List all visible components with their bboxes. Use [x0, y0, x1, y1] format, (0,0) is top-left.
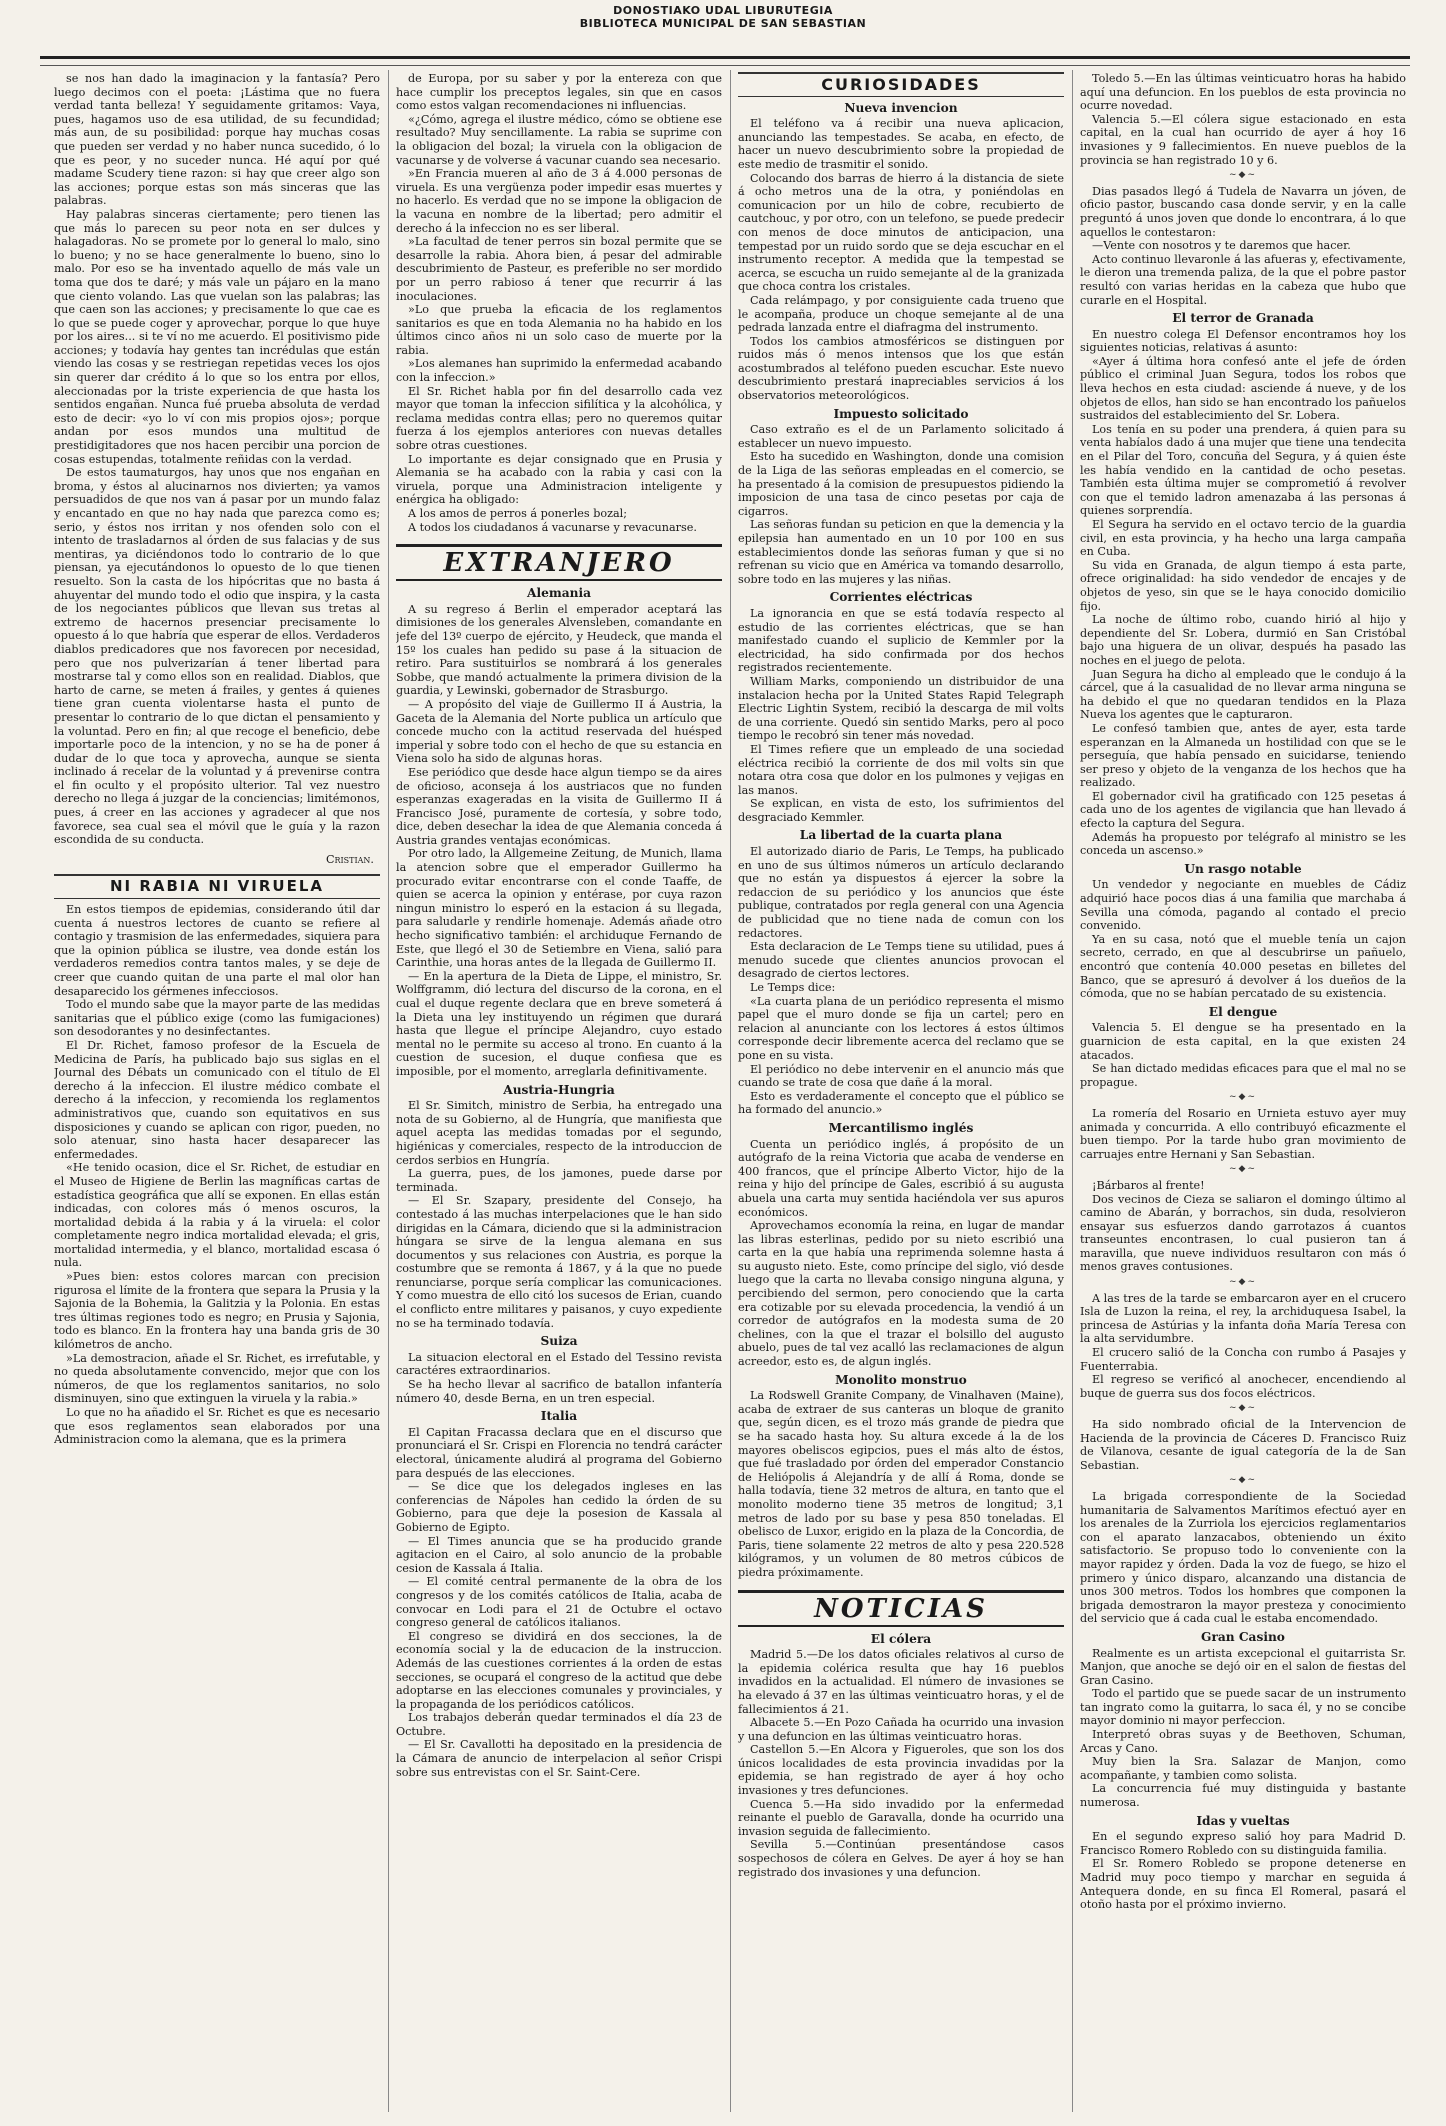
subheading-casino: Gran Casino [1201, 1629, 1285, 1644]
paragraph: — El comité central permanente de la obra de los congresos y de los comités católicos de Italia, acaba de convocar en Lodi para el 21 de Octubre el octavo congreso general de católicos italianos. [396, 1575, 722, 1630]
paragraph: Cada relámpago, y por consiguiente cada trueno que le acompaña, produce un choque semejante al de una pedrada lanzada entre el diafragma del instrumento. [738, 293, 1064, 335]
paragraph: Se han dictado medidas eficaces para que el mal no se propague. [1080, 1062, 1406, 1089]
paragraph: La situacion electoral en el Estado del Tessino revista caractéres extraordinarios. [396, 1350, 722, 1378]
paragraph: Por otro lado, la Allgemeine Zeitung, de Munich, llama la atencion sobre que el emperador Guillermo ha procurado evitar encontrarse con el conde Taaffe, de quien se acerca la opinion y entérase, por cuya razon ningun ministro lo esperó en la estacion á su llegada, para saludarle y rendirle homenaje. Además añade otro hecho significativo también: el archiduque Fernando de Este, que llegó el 30 de Setiembre en Viena, salió para Carinthie, una horas antes de la llegada de Guillermo II. [396, 847, 722, 970]
paragraph: Toledo 5.—En las últimas veinticuatro horas ha habido aquí una defuncion. En los pueblos de esta provincia no ocurre novedad. [1080, 72, 1406, 113]
paragraph: El Sr. Romero Robledo se propone detenerse en Madrid muy poco tiempo y marchar en seguida á Antequera donde, en su finca El Romeral, pasará el otoño hasta por el próximo invierno. [1080, 1857, 1406, 1912]
column-3 [738, 72, 1064, 2112]
paragraph: Le confesó tambien que, antes de ayer, esta tarde esperanzan en la Almaneda un hostilidad con que se le perseguía, que había pensado en suicidarse, teniendo ser preso y objeto de la venganza de los hechos que ha realizado. [1080, 721, 1406, 790]
paragraph: Dias pasados llegó á Tudela de Navarra un jóven, de oficio pastor, buscando casa donde servir, y en la calle preguntó á unos joven que donde lo encontrara, á lo que aquellos le contestaron: [1080, 184, 1406, 239]
paragraph: Albacete 5.—En Pozo Cañada ha ocurrido una invasion y una defuncion en las últimas veinticuatro horas. [738, 1716, 1064, 1743]
paragraph: Su vida en Granada, de algun tiempo á esta parte, ofrece originalidad: ha sido vendedor de encajes y de objetos de yeso, sin que se le haya conocido domicilio fijo. [1080, 558, 1406, 613]
column-divider [730, 70, 731, 2112]
paragraph: A su regreso á Berlin el emperador aceptará las dimisiones de los generales Alvensleben, comandante en jefe del 13º cuerpo de ejército, y Heudeck, que manda el 15º los cuales han pedido su pase á la situacion de retiro. Para sustituirlos se nombrará á los generales Sobbe, que mandó actualmente la primera division de la guardia, y Lewinski, gobernador de Strasburgo. [396, 602, 722, 698]
paragraph: Los tenía en su poder una prendera, á quien para su venta habíalos dado á una mujer que tiene una tendecita en el Pilar del Toro, concuña del Segura, y á quien éste les había vendido en la cantidad de ocho pesetas. También esta última mujer se comprometió á revolver con que el temido ladron amenazaba á las personas á quienes sorprendía. [1080, 422, 1406, 518]
subheading-alemania: Alemania [526, 586, 592, 601]
paragraph: — Se dice que los delegados ingleses en las conferencias de Nápoles han cedido la órden de su Gobierno, para que deje la posesion de Kassala al Gobierno de Egipto. [396, 1480, 722, 1534]
paragraph: El crucero salió de la Concha con rumbo á Pasajes y Fuenterrabia. [1080, 1346, 1406, 1373]
paragraph: Valencia 5. El dengue se ha presentado en la guarnicion de esta capital, en la que existen 24 atacados. [1080, 1021, 1406, 1062]
paragraph: — El Sr. Cavallotti ha depositado en la presidencia de la Cámara de anuncio de interpelacion al señor Crispi sobre sus entrevistas con el Sr. Saint-Cere. [396, 1738, 722, 1779]
signature: Cristian. [325, 852, 374, 866]
stamp-line-2: BIBLIOTECA MUNICIPAL DE SAN SEBASTIAN [579, 17, 867, 30]
paragraph: Castellon 5.—En Alcora y Figueroles, que son los dos únicos localidades de esta provincia invadidas por la epidemia, se han registrado de ayer á hoy ocho invasiones y tres defunciones. [738, 1743, 1064, 1798]
paragraph: Cuenta un periódico inglés, á propósito de un autógrafo de la reina Victoria que acaba de venderse en 400 francos, que el príncipe Alberto Victor, hijo de la reina y hijo del príncipe de Gales, escribió á su augusta abuela una carta muy sentida haciéndola ver sus apuros económicos. [738, 1137, 1064, 1219]
paragraph: »Lo que prueba la eficacia de los reglamentos sanitarios es que en toda Alemania no ha habido en los últimos cinco años ni un solo caso de muerte por la rabia. [396, 303, 722, 357]
paragraph: Ese periódico que desde hace algun tiempo se da aires de oficioso, aconseja á los austriacos que no funden esperanzas exageradas en la visita de Guillermo II á Francisco José, puramente de cortesía, y sobre todo, dice, deben desechar la idea de que Alemania conceda á Austria grandes ventajas económicas. [396, 765, 722, 847]
subheading-libertad: La libertad de la cuarta plana [799, 828, 1003, 843]
paragraph: Todo el partido que se puede sacar de un instrumento tan ingrato como la guitarra, lo saca él, y no se concibe mayor dominio ni mayor perfeccion. [1080, 1687, 1406, 1728]
paragraph: La Rodswell Granite Company, de Vinalhaven (Maine), acaba de extraer de sus canteras un bloque de granito que, según dicen, es el trozo más grande de piedra que se ha sacado hasta hoy. Su altura excede á la de los mayores obeliscos egipcios, pues el más alto de éstos, que fué trasladado por órden del emperador Constancio de Heliópolis á Alejandría y de allí á Roma, donde se halla todavía, tiene 32 metros de altura, en tanto que el monolito moderno tiene 35 metros de longitud; 3,1 metros de lado por su base y pesa 850 toneladas. El obelisco de Luxor, erigido en la plaza de la Concordia, de Paris, tiene solamente 22 metros de alto y pesa 220.528 kilógramos, y un volumen de 80 metros cúbicos de piedra próximamente. [738, 1389, 1064, 1579]
subheading-corrientes: Corrientes eléctricas [829, 590, 973, 605]
section-title-extranjero: EXTRANJERO [396, 544, 722, 581]
paragraph: Lo importante es dejar consignado que en Prusia y Alemania se ha acabado con la rabia y casi con la viruela, porque una Administracion inteligente y enérgica ha obligado: [396, 452, 722, 507]
paragraph: Cuenca 5.—Ha sido invadido por la enfermedad reinante el pueblo de Garavalla, donde ha ocurrido una invasion seguida de fallecimiento. [738, 1797, 1064, 1838]
paragraph: Todos los cambios atmosféricos se distinguen por ruidos más ó menos intensos que los que están acostumbrados al teléfono pueden escuchar. Este nuevo descubrimiento prestará inapreciables servicios á los observatorios meteorológicos. [738, 334, 1064, 403]
paragraph: Ha sido nombrado oficial de la Intervencion de Hacienda de la provincia de Cáceres D. Francisco Ruiz de Vilanova, cesante de igual categoría de la de San Sebastian. [1080, 1418, 1406, 1472]
paragraph: Acto continuo llevaronle á las afueras y, efectivamente, le dieron una tremenda paliza, de la que el pobre pastor resultó con varias heridas en la cabeza que hubo que curarle en el Hospital. [1080, 252, 1406, 307]
paragraph: »En Francia mueren al año de 3 á 4.000 personas de viruela. Es una vergüenza poder impedir esas muertes y no hacerlo. Es verdad que no se impone la obligacion de la vacuna en nombre de la libertad; pero admitir el derecho á la infeccion no es ser liberal. [396, 167, 722, 235]
header-rule [40, 56, 1410, 66]
subheading-invencion: Nueva invencion [844, 100, 958, 115]
paragraph: Interpretó obras suyas y de Beethoven, Schuman, Arcas y Cano. [1080, 1728, 1406, 1755]
paragraph: — El Sr. Szapary, presidente del Consejo, ha contestado á las muchas interpelaciones que le han sido dirigidas en la Cámara, diciendo que si la administracion húngara se sirve de la lengua alemana en sus documentos y sus relaciones con Austria, es porque la costumbre que se remonta á 1867, y á la que no puede renunciarse, porque sería complicar las comunicaciones. Y como muestra de ello citó los sucesos de Erian, cuando el conflicto entre militares y paisanos, y cuyo expediente no se ha terminado todavía. [396, 1194, 722, 1330]
paragraph: Esta declaracion de Le Temps tiene su utilidad, pues á menudo sucede que clientes anuncios provocan el desagrado de ciertos lectores. [738, 940, 1064, 981]
paragraph: »La demostracion, añade el Sr. Richet, es irrefutable, y no queda absolutamente convencido, mejor que con los números, de que los reglamentos sanitarios, no solo disminuyen, sino que extinguen la viruela y la rabia.» [54, 1351, 380, 1406]
paragraph: La ignorancia en que se está todavía respecto al estudio de las corrientes eléctricas, que se han manifestado cuando el suplicio de Kemmler por la electricidad, ha sido confirmada por dos hechos registrados recientemente. [738, 606, 1064, 675]
subheading-suiza: Suiza [540, 1334, 578, 1349]
section-title-noticias: NOTICIAS [738, 1590, 1064, 1627]
article-rabia [54, 903, 380, 1447]
paragraph: William Marks, componiendo un distribuidor de una instalacion hecha por la United States Rapid Telegraph Electric Lightin System, recibió la descarga de mil volts de una corriente. Quedó sin sentido Marks, pero al poco tiempo le recobró sin tener más novedad. [738, 674, 1064, 743]
paragraph: »Los alemanes han suprimido la enfermedad acabando con la infeccion.» [396, 357, 722, 385]
subheading-rasgo: Un rasgo notable [1184, 861, 1302, 876]
paragraph: se nos han dado la imaginacion y la fantasía? Pero luego decimos con el poeta: ¡Lástima que no fuera verdad tanta belleza! Y seguidamente gritamos: Vaya, pues, hagamos uso de esa utilidad, de su fecundidad; más aun, de su posibilidad: porque hay muchas cosas que pueden ser verdad y no haber nunca sucedido, ó lo que es peor, y no suceder nunca. Hé aquí por qué madame Scudery tiene razon: si hay que creer algo son las acciones; porque estas son más sinceras que las palabras. [54, 72, 380, 208]
column-divider [1072, 70, 1073, 2112]
paragraph: Esto ha sucedido en Washington, donde una comision de la Liga de las señoras empleadas en el comercio, se ha presentado á la comision de presupuestos pidiendo la imposicion de una tasa de cinco pesetas por caja de cigarros. [738, 450, 1064, 518]
paragraph: Aprovechamos economía la reina, en lugar de mandar las libras esterlinas, pedido por su nieto escribió una carta en la que había una reprimenda solemne hasta á su augusto nieto. Este, como príncipe del siglo, vió desde luego que la carta no llevaba consigo ninguna alguna, y percibiendo del sermon, pero conociendo que la carta era cotizable por su elevada procedencia, la vendió á un corredor de autógrafos en la modesta suma de 20 chelines, con la que el trazar el bolsillo del augusto abuelo, pues de tal vez acalló las reclamaciones de algun acreedor, esto es, de algun inglés. [738, 1219, 1064, 1369]
paragraph: Realmente es un artista excepcional el guitarrista Sr. Manjon, que anoche se dejó oir en el salon de fiestas del Gran Casino. [1080, 1646, 1406, 1687]
paragraph: »Pues bien: estos colores marcan con precision rigurosa el límite de la frontera que separa la Prusia y la Sajonia de la Bohemia, la Galitzia y la Polonia. En estas tres últimas regiones todo es negro; en Prusia y Sajonia, todo es blanco. En la frontera hay una banda gris de 30 kilómetros de ancho. [54, 1270, 380, 1352]
article-cristian [54, 72, 380, 866]
paragraph: Le Temps dice: [750, 981, 836, 994]
paragraph: En nuestro colega El Defensor encontramos hoy los siguientes noticias, relativas á asunto: [1080, 327, 1406, 355]
subheading-impuesto: Impuesto solicitado [833, 406, 969, 421]
paragraph: El periódico no debe intervenir en el anuncio más que cuando se trate de cosa que dañe á la moral. [738, 1062, 1064, 1090]
stamp-line-1: DONOSTIAKO UDAL LIBURUTEGIA [613, 4, 833, 17]
subheading-idas: Idas y vueltas [1196, 1813, 1290, 1828]
paragraph: Las señoras fundan su peticion en que la demencia y la epilepsia han aumentado en un 10 por 100 en sus establecimientos donde las señoras fuman y que si no refrenan su vicio que en América va tomando desarrollo, sobre todo en las mujeres y las niñas. [738, 518, 1064, 586]
subheading-colera: El cólera [870, 1631, 932, 1646]
paragraph: Se ha hecho llevar al sacrifico de batallon infantería número 40, desde Berna, en un tren especial. [396, 1378, 722, 1405]
paragraph: La brigada correspondiente de la Sociedad humanitaria de Salvamentos Marítimos efectuó ayer en los arenales de la Zurriola los ejercicios reglamentarios con el aparato lanzacabos, obteniendo un éxito satisfactorio. Se propuso todo lo conveniente con la mayor rapidez y órden. Dada la voz de fuego, se hizo el primero y único disparo, alcanzando una distancia de unos 300 metros. Todos los hombres que componen la brigada demostraron la mayor presteza y conocimiento del servicio que á cada cual le estaba encomendado. [1080, 1489, 1406, 1626]
paragraph: Hay palabras sinceras ciertamente; pero tienen las que más lo parecen su peor nota en ser dulces y halagadoras. No se promete por lo general lo malo, sino lo bueno; y no se hace generalmente lo bueno, sino lo malo. Por eso se ha inventado aquello de más vale un toma que dos te daré; y más vale un pájaro en la mano que ciento volando. Las que vuelan son las palabras; las que caen son las acciones; y precisamente lo que cae es lo que se puede coger y aprovechar, porque lo que huye por los aires... si te ví no me acuerdo. El positivismo pide acciones; y todavía hay gentes tan incrédulas que están viendo las cosas y se restriegan repetidas veces los ojos sin querer dar crédito á lo que so los entra por ellos, aleccionadas por la triste experiencia de que hasta los sentidos engañan. Nunca fué prueba absoluta de verdad esto de decir: «yo lo ví con mis propios ojos»; porque andan por esos mundos una multitud de prestidigitadores que nos hacen percibir una porcion de cosas estupendas, totalmente reñidas con la verdad. [54, 207, 380, 466]
library-stamp [0, 4, 1446, 30]
paragraph: ¡Bárbaros al frente! [1092, 1178, 1205, 1192]
ornament-divider: ~◆~ [1228, 1092, 1257, 1103]
column-divider [388, 70, 389, 2112]
paragraph: Juan Segura ha dicho al empleado que le condujo á la cárcel, que á la casualidad de no llevar arma ninguna se ha debido el que no quedaran tendidos en la Plaza Nueva los agentes que le capturaron. [1080, 667, 1406, 722]
paragraph: En estos tiempos de epidemias, considerando útil dar cuenta á nuestros lectores de cuanto se refiere al contagio y trasmision de las enfermedades, siquiera para que la opinion pública se ilustre, vea donde están los verdaderos remedios contra tantos males, y se deje de creer que cuando quitan de una parte el mal olor han desaparecido los gérmenes infecciosos. [54, 903, 380, 998]
paragraph: Sevilla 5.—Continúan presentándose casos sospechosos de cólera en Gelves. De ayer á hoy se han registrado dos invasiones y una defuncion. [738, 1838, 1064, 1879]
column-2 [396, 72, 722, 2112]
subheading-italia: Italia [540, 1409, 578, 1424]
paragraph: El Sr. Simitch, ministro de Serbia, ha entregado una nota de su Gobierno, al de Hungría, que manifiesta que aquel acepta las medidas tomadas por el segundo, higiénicas y comerciales, respecto de la introduccion de cerdos serbios en Hungría. [396, 1099, 722, 1167]
ornament-divider: ~◆~ [1228, 170, 1257, 181]
paragraph: de Europa, por su saber y por la entereza con que hace cumplir los preceptos legales, sin que en casos como estos valgan recomendaciones ni influencias. [396, 72, 722, 113]
paragraph: Se explican, en vista de esto, los sufrimientos del desgraciado Kemmler. [738, 797, 1064, 824]
ornament-divider: ~◆~ [1228, 1475, 1257, 1486]
paragraph: Ya en su casa, notó que el mueble tenía un cajon secreto, cerrado, en que al descubrirse un pañuelo, encontró que contenía 40.000 pesetas en billetes del Banco, que se apresuró á devolver á los dueños de la cómoda, que no se habían percatado de su existencia. [1080, 932, 1406, 1001]
paragraph: «He tenido ocasion, dice el Sr. Richet, de estudiar en el Museo de Higiene de Berlin las magníficas cartas de estadística geográfica que allí se exponen. En ellas están indicadas, con colores más ó menos oscuros, la mortalidad debida á la rabia y á la viruela: el color completamente negro indica mortalidad elevada; el gris, mortalidad intermedia, y el blanco, mortalidad escasa ó nula. [54, 1161, 380, 1270]
subheading-terror: El terror de Granada [1172, 311, 1314, 326]
paragraph: A todos los ciudadanos á vacunarse y revacunarse. [408, 520, 697, 534]
paragraph: Un vendedor y negociante en muebles de Cádiz adquirió hace pocos dias á una familia que marchaba á Sevilla una cómoda, pagando al contado el precio convenido. [1080, 878, 1406, 933]
paragraph: El Capitan Fracassa declara que en el discurso que pronunciará el Sr. Crispi en Florencia no tendrá carácter electoral, únicamente aludirá al programa del Gobierno para después de las elecciones. [396, 1425, 722, 1480]
paragraph: —Vente con nosotros y te daremos que hacer. [1092, 239, 1351, 253]
paragraph: La romería del Rosario en Urnieta estuvo ayer muy animada y concurrida. A ello contribuyó eficazmente el buen tiempo. Por la tarde hubo gran movimiento de carruajes entre Hernani y San Sebastian. [1080, 1106, 1406, 1161]
ornament-divider: ~◆~ [1228, 1277, 1257, 1288]
subheading-austria: Austria-Hungria [503, 1082, 615, 1097]
paragraph: Dos vecinos de Cieza se saliaron el domingo último al camino de Abarán, y borrachos, sin duda, resolvieron ensayar sus esfuerzos dando garrotazos á cuantos transeuntes encontrasen, lo cual pusieron tan á maravilla, que nueve individuos resultaron con más ó menos graves contusiones. [1080, 1192, 1406, 1274]
paragraph: De estos taumaturgos, hay unos que nos engañan en broma, y éstos al alucinarnos nos divierten; ya vamos persuadidos de que nos van á pasar por un mundo falaz y encantado en que no hay nada que parezca como es; serio, y éstos nos irritan y nos ofenden solo con el intento de trasladarnos al órden de sus falacias y de sus mentiras, ya diciéndonos todo lo contrario de lo que piensan, ya ejecutándonos lo opuesto de lo que tienen resuelto. Son la casta de los hipócritas que no basta á ahuyentar del mundo todo el odio que inspira, y la casta de los negociantes públicos que llevan sus tretas al extremo de hacernos presenciar precisamente lo opuesto á lo que habría que esperar de ellos. Verdaderos diablos predicadores que nos favorecen por necesidad, pero que nos pulverizarían á tener libertad para mostrarse tal y como ellos son en realidad. Diablos, que harto de carne, se meten á frailes, y gentes á quienes tiene gran cuenta violentarse hasta el punto de presentar lo contrario de lo que dictan el pensamiento y la voluntad. Pero en fin; al que recoge el beneficio, debe importarle poco de la intencion, y no se ha de poner á dudar de lo que toca y aprovecha, aunque se sienta inclinado á recelar de la voluntad y á prevenirse contra el fin oculto y el propósito ulterior. Tal vez nuestro derecho no llega á juzgar de la conciencias; limitémonos, pues, á creer en las acciones y agradecer al que nos favorece, sea cual sea el móvil que le guía y la razon escondida de su conducta. [54, 466, 380, 847]
paragraph: En el segundo expreso salió hoy para Madrid D. Francisco Romero Robledo con su distinguida familia. [1080, 1830, 1406, 1857]
paragraph: — A propósito del viaje de Guillermo II á Austria, la Gaceta de la Alemania del Norte publica un artículo que concede mucho con la actitud reservada del huésped imperial y sobre todo con el hecho de que su estancia en Viena solo ha sido de algunas horas. [396, 697, 722, 766]
paragraph: «¿Cómo, agrega el ilustre médico, cómo se obtiene ese resultado? Muy sencillamente. La rabia se suprime con la obligacion del bozal; la viruela con la obligacion de vacunarse y de volverse á vacunar cuando sea necesario. [396, 112, 722, 167]
paragraph: La guerra, pues, de los jamones, puede darse por terminada. [396, 1167, 722, 1194]
paragraph: Esto es verdaderamente el concepto que el público se ha formado del anuncio.» [738, 1089, 1064, 1117]
paragraph: El autorizado diario de Paris, Le Temps, ha publicado en uno de sus últimos números un artículo declarando que no están ya dispuestos á ejercer la sobre la redaccion de su periódico y los anuncios que éste publique, contratados por regla general con una Agencia de publicidad que no tiene nada de comun con los redactores. [738, 845, 1064, 940]
paragraph: — En la apertura de la Dieta de Lippe, el ministro, Sr. Wolffgramm, dió lectura del discurso de la corona, en el cual el duque regente declara que en breve someterá á la Dieta una ley instituyendo un régimen que durará hasta que llegue el príncipe Alejandro, cuyo estado mental no le permite su acceso al trono. En cuanto á la cuestion de sucesion, el duque confiesa que es imposible, por el momento, arreglarla definitivamente. [396, 969, 722, 1078]
ornament-divider: ~◆~ [1228, 1403, 1257, 1414]
column-4 [1080, 72, 1406, 2112]
subheading-dengue: El dengue [1208, 1004, 1278, 1019]
ornament-divider: ~◆~ [1228, 1164, 1257, 1175]
section-title-rabia: NI RABIA NI VIRUELA [54, 874, 380, 899]
paragraph: »La facultad de tener perros sin bozal permite que se desarrolle la rabia. Ahora bien, á pesar del admirable descubrimiento de Pasteur, es preferible no ser mordido por un perro rabioso á tener que recurrir á las inoculaciones. [396, 235, 722, 303]
paragraph: El teléfono va á recibir una nueva aplicacion, anunciando las tempestades. Se acaba, en efecto, de hacer un nuevo descubrimiento sobre la propiedad de este medio de trasmitir el sonido. [738, 117, 1064, 171]
paragraph: Caso extraño es el de un Parlamento solicitado á establecer un nuevo impuesto. [738, 423, 1064, 450]
paragraph: El congreso se dividirá en dos secciones, la de economía social y la de educacion de la instruccion. Además de las cuestiones corrientes á la orden de estas secciones, se ocupará el congreso de la actitud que debe adoptarse en las elecciones comunales y provinciales, y la propaganda de los periódicos católicos. [396, 1629, 722, 1711]
paragraph: El Dr. Richet, famoso profesor de la Escuela de Medicina de París, ha publicado bajo sus siglas en el Journal des Débats un comunicado con el título de El derecho á la infeccion. El ilustre médico combate el derecho á la infeccion, y recomienda los reglamentos administrativos que, cuando son equitativos en sus disposiciones y cuando se aplican con rigor, pueden, no solo atenuar, sino hasta hacer desaparecer las enfermedades. [54, 1038, 380, 1161]
paragraph: Muy bien la Sra. Salazar de Manjon, como acompañante, y tambien como solista. [1080, 1755, 1406, 1782]
paragraph: El regreso se verificó al anochecer, encendiendo al buque de guerra sus dos focos eléctricos. [1080, 1373, 1406, 1400]
paragraph: Valencia 5.—El cólera sigue estacionado en esta capital, en la cual han ocurrido de ayer á hoy 16 invasiones y 9 fallecimientos. En nueve pueblos de la provincia se han registrado 10 y 6. [1080, 112, 1406, 167]
paragraph: Los trabajos deberán quedar terminados el día 23 de Octubre. [396, 1711, 722, 1738]
paragraph: «Ayer á última hora confesó ante el jefe de órden público el criminal Juan Segura, todos los robos que lleva hechos en esta ciudad: asciende á nueve, y de los objetos de ellos, han sido se han encontrado los pañuelos sustraidos del establecimiento del Sr. Lobera. [1080, 354, 1406, 423]
paragraph: Todo el mundo sabe que la mayor parte de las medidas sanitarias que el público exige (como las fumigaciones) son desodorantes y no desinfectantes. [54, 998, 380, 1039]
paragraph: El Segura ha servido en el octavo tercio de la guardia civil, en esta provincia, y ha hecho una larga campaña en Cuba. [1080, 518, 1406, 559]
paragraph: La noche de último robo, cuando hirió al hijo y dependiente del Sr. Lobera, durmió en San Cristóbal bajo una higuera de un olivar, después ha pasado las noches en el juego de pelota. [1080, 613, 1406, 667]
paragraph: El Sr. Richet habla por fin del desarrollo cada vez mayor que toman la infeccion sifilítica y la alcohólica, y reclama medidas contra ellas; pero no queremos quitar fuerza á los ejemplos anteriores con nuevas detalles sobre otras cuestiones. [396, 384, 722, 453]
paragraph: A los amos de perros á ponerles bozal; [408, 507, 628, 520]
paragraph: La concurrencia fué muy distinguida y bastante numerosa. [1080, 1782, 1406, 1810]
subheading-mercantilismo: Mercantilismo inglés [828, 1120, 974, 1135]
paragraph: Colocando dos barras de hierro á la distancia de siete á ocho metros una de la otra, y poniéndolas en comunicacion por un hilo de cobre, recubierto de cautchouc, y por otro, con un telefono, se puede predecir con menos de doce minutos de anticipacion, una tempestad por un ruido sordo que se deja escuchar en el instrumento receptor. A medida que la tempestad se acerca, se escucha un ruido semejante al de la granizada que choca contra los cristales. [738, 171, 1064, 294]
column-1 [54, 72, 380, 2112]
subheading-monolito: Monolito monstruo [835, 1372, 967, 1387]
paragraph: Madrid 5.—De los datos oficiales relativos al curso de la epidemia colérica resulta que hay 16 pueblos invadidos en la actualidad. El número de invasiones se ha elevado á 37 en las últimas veinticuatro horas, y el de fallecimientos á 21. [738, 1648, 1064, 1716]
paragraph: El Times refiere que un empleado de una sociedad eléctrica recibió la corriente de dos mil volts sin que notara otra cosa que dolor en los pulmones y vejigas en las manos. [738, 742, 1064, 797]
paragraph: — El Times anuncia que se ha producido grande agitacion en el Cairo, al solo anuncio de la probable cesion de Kassala á Italia. [396, 1534, 722, 1575]
paragraph: Además ha propuesto por telégrafo al ministro se les conceda un ascenso.» [1080, 830, 1406, 858]
paragraph: El gobernador civil ha gratificado con 125 pesetas á cada uno de los agentes de vigilancia que han llevado á efecto la captura del Segura. [1080, 789, 1406, 831]
section-title-curiosidades: CURIOSIDADES [738, 72, 1064, 97]
paragraph: A las tres de la tarde se embarcaron ayer en el crucero Isla de Luzon la reina, el rey, la archiduquesa Isabel, la princesa de Astúrias y la infanta doña María Teresa con la alta servidumbre. [1080, 1291, 1406, 1346]
paragraph: Lo que no ha añadido el Sr. Richet es que es necesario que esos reglamentos sean elaborados por una Administracion como la alemana, que es la primera [54, 1406, 380, 1447]
paragraph: «La cuarta plana de un periódico representa el mismo papel que el muro donde se fija un cartel; pero en relacion al anunciante con los lectores á estos últimos corresponde decir libremente acerca del reclamo que se pone en su vista. [738, 994, 1064, 1062]
